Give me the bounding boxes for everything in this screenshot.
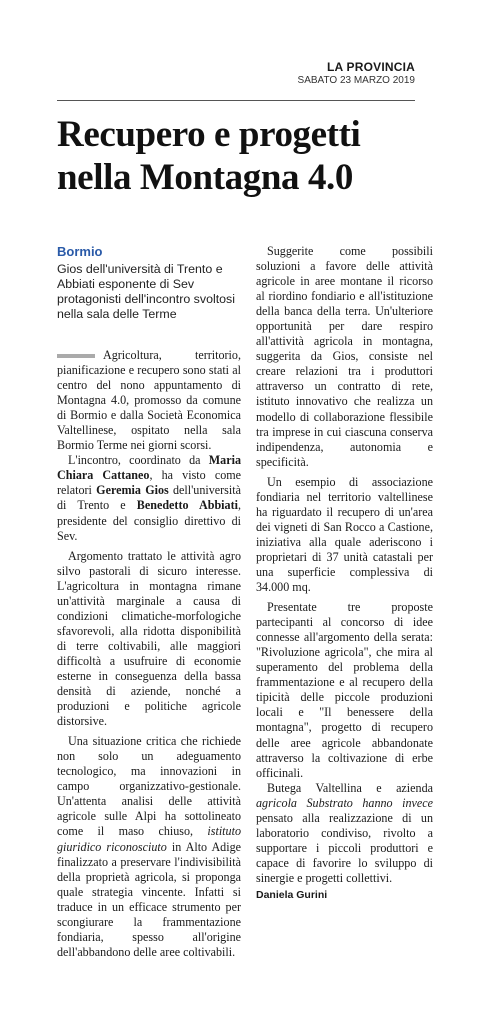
paragraph-3: Argomento trattato le attività agro silvo pastorali di sicuro interesse. L'agricoltura in montagna rimane un'attività marginale a causa di condizioni climatiche-morfologiche sfavorevoli, alla ridotta disponibilità di terre coltivabili, alle maggiori difficoltà a usufruire di economie esterne in conseguenza della bassa densità di aziende, nonché a produzioni e politiche agricole distorsive. — [57, 548, 241, 729]
paragraph-6: Un esempio di associazione fondiaria nel territorio valtellinese ha riguardato il recupero di un'area dei vigneti di San Rocco a Castione, iniziativa alla quale aderiscono i proprietari di 37 unità catastali per una superficie complessiva di 34.000 mq. — [256, 474, 433, 595]
paragraph-2: L'incontro, coordinato da Maria Chiara Cattaneo, ha visto come relatori Geremia Gios dell'università di Trento e Benedetto Abbiati, presidente del consiglio direttivo di Sev. — [57, 453, 242, 543]
kicker-location: Bormio — [57, 244, 103, 259]
masthead-divider — [57, 100, 415, 101]
paragraph-4: Una situazione critica che richiede non solo un adeguamento tecnologico, ma innovazioni in campo organizzativo-gestionale. Un'attenta analisi delle attività agricole sulle Alpi ha sottolineato come il maso chiuso, istituto giuridico riconosciuto in Alto Adige finalizzato a preservare l'indivisibilità della proprietà agricola, si proponga quale strategia vincente. Infatti si traduce in un efficace strumento per scongiurare la frammentazione fondiaria, spesso all'origine dell'abbandono delle aree coltivabili. — [57, 734, 242, 959]
name-speaker-1: Geremia Gios — [96, 483, 169, 498]
summary: Gios dell'università di Trento e Abbiati esponente di Sev protagonisti dell'incontro svoltosi nella sala delle Terme — [57, 262, 235, 321]
name-moderator: Maria Chiara Cattaneo — [57, 453, 241, 483]
lead-marker — [57, 354, 95, 358]
publication-name: LA PROVINCIA — [327, 60, 415, 74]
paragraph-7: Presentate tre proposte partecipanti al concorso di idee connesse all'argomento della serata: "Rivoluzione agricola", che mira al superamento del problema della frammentazione e al recupero della tipicità delle piccole produzioni locali e "Il benessere della montagna", progetto di recupero delle aree agricole abbandonate attraverso la coltivazione di erbe officinali. — [256, 600, 433, 780]
article-column-right — [256, 244, 433, 903]
publication-date: SABATO 23 MARZO 2019 — [297, 75, 415, 86]
masthead — [298, 60, 415, 86]
byline: Daniela Gurini — [256, 888, 328, 901]
paragraph-8: Butega Valtellina e azienda agricola Substrato hanno invece pensato alla realizzazione di un laboratorio condiviso, rivolto a supportare i piccoli produttori e capace di favorire lo sviluppo di sinergie e progetti collettivi. — [256, 780, 433, 885]
article-column-left — [57, 244, 241, 960]
name-speaker-2: Benedetto Abbiati — [136, 498, 238, 513]
headline: Recupero e progetti nella Montagna 4.0 — [57, 114, 361, 198]
paragraph-1: Agricoltura, territorio, pianificazione e recupero sono stati al centro del nono appuntamento di Montagna 4.0, promosso da comune di Bormio e dalla Società Economica Valtellinese, ospitato nella sala Bormio Terme nei giorni scorsi. — [57, 348, 241, 453]
paragraph-5: Suggerite come possibili soluzioni a favore delle attività agricole in aree montane il ricorso al riordino fondiario e all'istituzione della banca della terra. Un'ulteriore opportunità per dare respiro all'attività agricola in montagna, suggerita da Gios, consiste nel creare relazioni tra i produttori attraverso un contratto di rete, istituto innovativo che realizza un modello di collaborazione flessibile tra imprese in cui ciascuna conserva indipendenza, autonomia e specificità. — [256, 244, 433, 469]
